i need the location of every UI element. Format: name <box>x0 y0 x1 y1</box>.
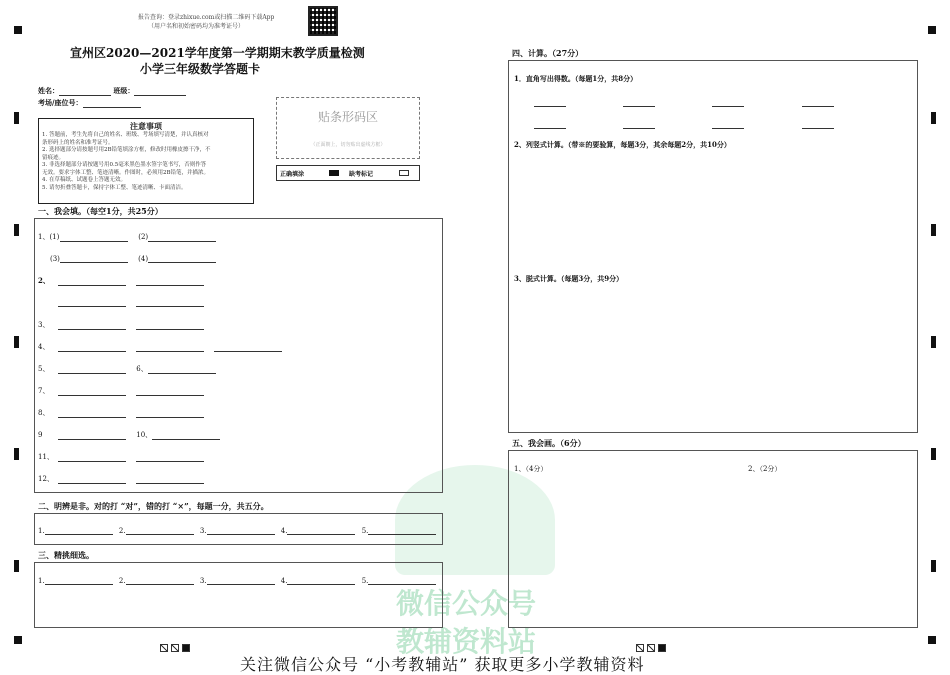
absent-box[interactable] <box>399 170 409 176</box>
section5-q2: 2、（2分） <box>748 465 782 473</box>
section5-q1: 1、（4分） <box>514 465 548 473</box>
answer-row <box>38 408 204 418</box>
q-label: 12、 <box>38 475 54 483</box>
timing-mark <box>14 336 19 348</box>
answer-blank[interactable] <box>207 576 275 585</box>
answer-blank[interactable] <box>534 120 566 129</box>
section4-q3: 3、脱式计算。（每题3分，共9分） <box>514 274 624 283</box>
answer-blank[interactable] <box>148 365 216 374</box>
footer-text: 关注微信公众号 “小考教辅站” 获取更多小学教辅资料 <box>240 655 645 674</box>
answer-blank[interactable] <box>126 526 194 535</box>
answer-blank[interactable] <box>136 475 204 484</box>
answer-row <box>38 364 216 374</box>
q-label: (3) <box>50 255 60 263</box>
answer-blank[interactable] <box>802 120 834 129</box>
notes-line: 2. 选择题部分请按题号用2B铅笔填涂方框，修改时用橡皮擦干净，不 <box>42 147 211 153</box>
answer-blank[interactable] <box>287 576 355 585</box>
page-box-icon <box>160 644 168 652</box>
answer-blank[interactable] <box>58 365 126 374</box>
correct-fill-label: 正确填涂 <box>280 171 305 178</box>
answer-row <box>38 526 436 535</box>
timing-mark <box>14 112 19 124</box>
answer-row <box>38 342 282 352</box>
q-label: 7、 <box>38 387 50 395</box>
answer-blank[interactable] <box>136 321 204 330</box>
q-label: 4. <box>280 577 288 585</box>
timing-mark <box>14 560 19 572</box>
page-box-icon <box>647 644 655 652</box>
answer-blank[interactable] <box>136 409 204 418</box>
q-label: (2) <box>138 233 149 241</box>
answer-blank[interactable] <box>45 526 113 535</box>
answer-blank[interactable] <box>534 98 566 107</box>
section2-title: 二、明辨是非。对的打 “对”，错的打 “×”，每题一分，共五分。 <box>38 501 269 511</box>
section4-box <box>508 60 918 433</box>
answer-blank[interactable] <box>136 387 204 396</box>
section4-q2: 2、列竖式计算。（带※的要验算，每题3分，其余每题2分，共10分） <box>514 140 731 149</box>
answer-blank[interactable] <box>58 475 126 484</box>
corner-mark <box>928 26 936 34</box>
answer-blank[interactable] <box>58 387 126 396</box>
q-label: 3. <box>199 577 207 585</box>
answer-blank[interactable] <box>136 453 204 462</box>
fill-legend <box>276 165 420 181</box>
q-label: 9 <box>38 431 43 439</box>
answer-blank[interactable] <box>623 120 655 129</box>
watermark-text: 教辅资料站 <box>396 625 537 658</box>
answer-row <box>38 576 436 585</box>
page-title: 宣州区2020—2021学年度第一学期期末教学质量检测 <box>70 46 365 60</box>
timing-mark <box>14 224 19 236</box>
absent-mark-label: 缺考标记 <box>349 171 374 178</box>
answer-blank[interactable] <box>712 98 744 107</box>
answer-row <box>534 120 834 129</box>
corner-mark <box>14 26 22 34</box>
seat-field[interactable] <box>83 99 141 108</box>
notes-line: 3. 非选择题部分请按题号用0.5毫米黑色墨水签字笔书写，否则作答 <box>42 162 207 168</box>
answer-blank[interactable] <box>58 431 126 440</box>
q-label: 1. <box>38 527 45 535</box>
answer-row <box>38 232 216 242</box>
page-box-icon <box>182 644 190 652</box>
answer-blank[interactable] <box>152 431 220 440</box>
notes-line: 条形码上的姓名和准考证号。 <box>42 139 114 146</box>
corner-mark <box>928 636 936 644</box>
answer-row <box>38 452 204 462</box>
section4-title: 四、计算。（27分） <box>512 48 584 58</box>
q-label: 5. <box>361 527 369 535</box>
q-label: 5. <box>361 577 369 585</box>
answer-row <box>58 298 204 307</box>
filled-box-icon <box>329 170 339 176</box>
answer-blank[interactable] <box>207 526 275 535</box>
section5-box <box>508 450 918 628</box>
corner-mark <box>14 636 22 644</box>
notes-line: 5. 请勿折叠答题卡，保持字体工整、笔迹清晰、卡面清洁。 <box>42 184 187 191</box>
report-notice-sub: （用户名和初始密码均为准考证号） <box>148 23 245 30</box>
q-label: 6、 <box>136 365 148 373</box>
answer-blank[interactable] <box>60 254 128 263</box>
answer-blank[interactable] <box>148 233 216 242</box>
answer-row <box>38 430 220 440</box>
timing-mark <box>931 224 936 236</box>
barcode-title: 贴条形码区 <box>317 110 378 124</box>
watermark-text: 微信公众号 <box>396 587 537 620</box>
q-label: 2、 <box>38 276 50 285</box>
page-box-icon <box>171 644 179 652</box>
answer-blank[interactable] <box>136 298 204 307</box>
answer-blank[interactable] <box>287 526 355 535</box>
q-label: 1. <box>38 577 45 585</box>
notes-line: 1. 答题前，考生先将自己的姓名、班级、考场填写清楚，并认真核对 <box>42 132 209 138</box>
answer-blank[interactable] <box>58 409 126 418</box>
answer-blank[interactable] <box>58 298 126 307</box>
notes-line: 4. 在草稿纸、试题卷上答题无效。 <box>42 177 126 183</box>
barcode-hint: （正面朝上，切勿贴出虚线方框） <box>310 142 386 148</box>
q-label: 11、 <box>38 453 54 461</box>
answer-blank[interactable] <box>368 576 436 585</box>
notes-title: 注意事项 <box>130 121 162 131</box>
q-label: 2. <box>118 527 126 535</box>
q-label: 10、 <box>136 431 153 439</box>
answer-blank[interactable] <box>802 98 834 107</box>
answer-blank[interactable] <box>136 343 204 352</box>
timing-mark <box>931 448 936 460</box>
answer-row <box>38 474 204 484</box>
answer-blank[interactable] <box>45 576 113 585</box>
q-label: (4) <box>138 255 149 263</box>
answer-blank[interactable] <box>368 526 436 535</box>
section4-q1: 1．直角写出得数。（每题1分，共8分） <box>514 74 638 83</box>
timing-mark <box>931 560 936 572</box>
notes-line: 无效。要求字体工整、笔迹清晰。作图时，必须用2B铅笔，并描浓。 <box>42 169 210 176</box>
class-label: 班级： <box>113 86 135 95</box>
page-marker <box>160 637 193 656</box>
answer-blank[interactable] <box>126 576 194 585</box>
section1-title: 一、我会填。（每空1分，共25分） <box>38 206 163 216</box>
answer-blank[interactable] <box>148 254 216 263</box>
answer-blank[interactable] <box>214 343 282 352</box>
answer-blank[interactable] <box>58 453 126 462</box>
page-subtitle: 小学三年级数学答题卡 <box>140 62 261 76</box>
q-label: 2. <box>118 577 126 585</box>
qr-code-icon <box>308 6 338 36</box>
answer-row <box>38 276 204 286</box>
page-box-icon <box>658 644 666 652</box>
name-row <box>38 86 186 96</box>
timing-mark <box>931 112 936 124</box>
seat-label: 考场/座位号： <box>38 98 83 107</box>
answer-row <box>534 98 834 107</box>
notes-line: 留痕迹。 <box>42 154 65 161</box>
answer-blank[interactable] <box>712 120 744 129</box>
seat-row <box>38 98 141 108</box>
answer-blank[interactable] <box>136 277 204 286</box>
q-label: 3. <box>199 527 207 535</box>
section3-box <box>34 562 443 628</box>
name-field[interactable] <box>59 87 111 96</box>
timing-mark <box>14 448 19 460</box>
answer-row <box>50 254 216 263</box>
notes-box <box>38 118 254 204</box>
q-label: 3、 <box>38 321 50 329</box>
report-notice: 报告查询：登录zhixue.com或扫描二维码下载App <box>138 14 275 21</box>
section3-title: 三、精挑细选。 <box>38 550 94 560</box>
barcode-area <box>276 97 420 159</box>
name-label: 姓名： <box>38 86 59 95</box>
answer-row <box>38 320 204 330</box>
timing-mark <box>931 336 936 348</box>
class-field[interactable] <box>134 87 186 96</box>
q-label: 1、(1) <box>38 233 60 241</box>
q-label: 8、 <box>38 409 50 417</box>
q-label: 4、 <box>38 343 50 351</box>
answer-blank[interactable] <box>60 233 128 242</box>
answer-blank[interactable] <box>623 98 655 107</box>
page-box-icon <box>636 644 644 652</box>
answer-row <box>38 386 204 396</box>
section5-title: 五、我会画。（6分） <box>512 438 586 448</box>
answer-blank[interactable] <box>58 343 126 352</box>
answer-blank[interactable] <box>58 277 126 286</box>
q-label: 4. <box>280 527 288 535</box>
q-label: 5、 <box>38 365 50 373</box>
answer-blank[interactable] <box>58 321 126 330</box>
